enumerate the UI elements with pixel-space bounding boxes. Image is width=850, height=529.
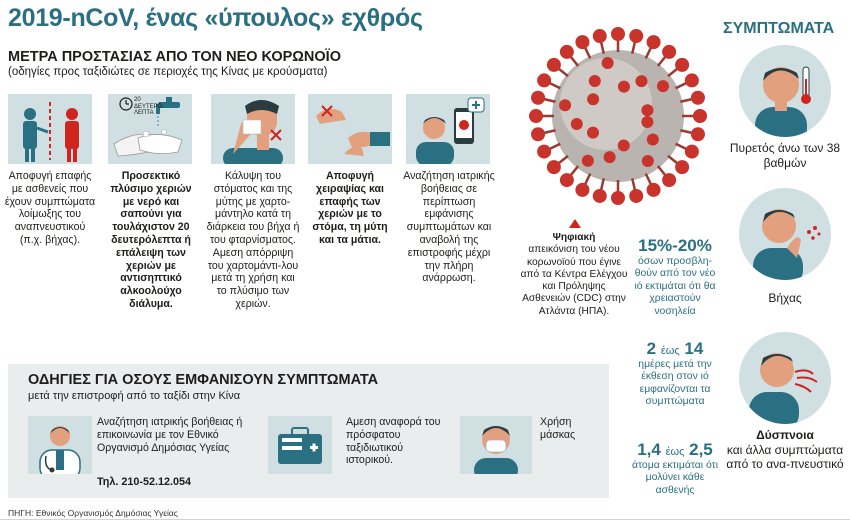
virus-spike [611, 191, 625, 205]
timer-label: 20 ΔΕΥΤΕΡΟ- ΛΕΠΤΑ [134, 97, 165, 116]
virus-spike [537, 145, 551, 159]
virus-surface-spike [647, 133, 659, 145]
virus-surface-spike [641, 104, 653, 116]
virus-spike [662, 45, 676, 59]
stat-incubation-from: 2 [646, 339, 657, 358]
virus-surface-spike [641, 116, 653, 128]
virus-spike [691, 127, 705, 141]
virus-spike [560, 173, 574, 187]
virus-surface-spike [602, 57, 614, 69]
virus-spike [529, 109, 543, 123]
stat-incubation-text: ημέρες μετά την έκθεση στον ιό εμφανίζονται τα συμπτώματα [638, 359, 712, 408]
page-title: 2019-nCoV, ένας «ύπουλος» εχθρός [8, 4, 423, 32]
virus-spike [629, 189, 643, 203]
virus-surface-spike [657, 80, 669, 92]
instructions-title: ΟΔΗΓΙΕΣ ΓΙΑ ΟΣΟΥΣ ΕΜΦΑΝΙΣΟΥΝ ΣΥΜΠΤΩΜΑΤΑ [28, 372, 379, 388]
virus-spike [662, 173, 676, 187]
instruction-phone: Τηλ. 210-52.12.054 [97, 476, 192, 488]
section-title: ΜΕΤΡΑ ΠΡΟΣΤΑΣΙΑΣ ΑΠΟ ΤΟΝ ΝΕΟ ΚΟΡΩΝΟΪΟ [8, 49, 341, 65]
instructions-subtitle: μετά την επιστροφή από το ταξίδι στην Κίνα [28, 390, 241, 402]
virus-surface-spike [589, 75, 601, 87]
virus-spike [611, 27, 625, 41]
dyspnea-icon [739, 332, 831, 424]
virus-spike [593, 29, 607, 43]
virus-spike [693, 109, 707, 123]
medical-kit-icon [268, 416, 332, 474]
virus-surface-spike [618, 139, 630, 151]
measure-hand-washing-text: Προσεκτικό πλύσιμο χεριών με νερό και σαπούνι για τουλάχιστον 20 δευτερόλεπτα ή επάλειψη των χεριών με αντισηπτικό αλκοολούχο διάλυμα. [110, 170, 192, 310]
section-subtitle: (οδηγίες προς ταξιδιώτες σε περιοχές της Κίνας με κρούσματα) [8, 66, 328, 78]
symptom-dyspnea-detail: και άλλα συμπτώματα από το ανα-πνευστικό [726, 442, 844, 471]
caption-marker-icon [569, 219, 581, 228]
fever-thermometer-icon [739, 45, 831, 137]
symptom-cough-label: Βήχας [768, 291, 802, 305]
symptoms-title: ΣΥΜΠΤΩΜΑΤΑ [723, 20, 835, 37]
virus-spike [675, 58, 689, 72]
virus-spike [647, 183, 661, 197]
stat-transmission-from: 1,4 [637, 440, 661, 459]
stat-hospitalization [630, 236, 720, 318]
coronavirus-illustration [518, 16, 718, 216]
virus-surface-spike [571, 118, 583, 130]
stat-transmission-value [630, 440, 720, 460]
stat-hospitalization-text: όσων προσβλη-θούν από τον νέο ιό εκτιμάται ότι θα χρειαστούν νοσηλεία [634, 256, 716, 317]
instruction-doctor-text: Αναζήτηση ιατρικής βοήθειας ή επικοινωνία με τον Εθνικό Οργανισμό Δημόσιας Υγείας [97, 416, 243, 454]
virus-spike [531, 127, 545, 141]
virus-surface-spike [635, 75, 647, 87]
stat-incubation-value [630, 339, 720, 359]
virus-caption-text: απεικόνιση του νέου κορωνοϊού που έγινε από τα Κέντρα Ελέγχου και Πρόληψης Ασθενειών (CDC) στην Ατλάντα (ΗΠΑ). [520, 244, 628, 317]
cough-icon [739, 188, 831, 280]
virus-spike [547, 160, 561, 174]
virus-spike [560, 45, 574, 59]
virus-spike [629, 29, 643, 43]
virus-surface-spike [587, 127, 599, 139]
stat-transmission-joiner: έως [665, 446, 685, 458]
virus-spike [531, 91, 545, 105]
virus-surface-spike [642, 155, 654, 167]
face-mask-icon [460, 416, 532, 474]
symptom-dyspnea [724, 428, 846, 472]
stat-incubation [630, 339, 720, 409]
instruction-travel-history-text: Αμεση αναφορά του πρόσφατου ταξιδιωτικού ιστορικού. [346, 416, 441, 467]
measure-seek-medical-help-text: Αναζήτηση ιατρικής βοήθειας σε περίπτωση εμφάνισης συμπτωμάτων και αναβολή της επιστροφής μέχρι την πλήρη ανάρρωση. [403, 170, 495, 285]
virus-caption [518, 232, 630, 318]
avoid-contact-icon [8, 94, 92, 164]
measure-avoid-contact-text: Αποφυγή επαφής με ασθενείς που έχουν συμπτώματα λοίμωξης του αναπνευστικού (π.χ. βήχας). [4, 170, 96, 246]
hand-washing-icon [108, 94, 192, 164]
virus-surface-spike [582, 155, 594, 167]
stat-transmission-text: άτομα εκτιμάται ότι μολύνει κάθε ασθενής [631, 460, 719, 496]
virus-spike [685, 73, 699, 87]
virus-spike [593, 189, 607, 203]
instruction-mask-text: Χρήση μάσκας [540, 416, 576, 441]
virus-spike [685, 145, 699, 159]
virus-surface-spike [618, 81, 630, 93]
virus-spike [691, 91, 705, 105]
cover-cough-icon [211, 94, 295, 164]
virus-caption-bold: Ψηφιακή [552, 232, 596, 243]
doctor-icon [28, 416, 92, 474]
virus-surface-spike [559, 99, 571, 111]
stat-incubation-to: 14 [684, 339, 704, 358]
virus-highlight [560, 58, 652, 150]
seek-medical-help-icon [406, 94, 490, 164]
virus-spike [547, 58, 561, 72]
measure-cover-cough-text: Κάλυψη του στόματος και της μύτης με χαρτο-μάντηλο κατά τη διάρκεια του βήχα ή του φταρνίσματος. Αμεση απόρριψη του χαρτομάντι-λου μετά τη χρήση και το πλύσιμο των χεριών. [206, 170, 300, 310]
symptom-fever-label: Πυρετός άνω των 38 βαθμών [729, 141, 841, 170]
bottom-divider [0, 519, 850, 520]
source-note: ΠΗΓΗ: Εθνικός Οργανισμός Δημόσιας Υγείας [8, 508, 178, 518]
virus-spike [575, 183, 589, 197]
virus-spike [575, 35, 589, 49]
stat-transmission-to: 2,5 [689, 440, 713, 459]
virus-spike [537, 73, 551, 87]
virus-spike [647, 35, 661, 49]
virus-spike [675, 160, 689, 174]
stat-hospitalization-value: 15%-20% [638, 236, 712, 255]
virus-surface-spike [604, 151, 616, 163]
virus-surface-spike [587, 93, 599, 105]
no-handshake-icon [308, 94, 392, 164]
stat-transmission [630, 440, 720, 497]
stat-incubation-joiner: έως [660, 345, 680, 357]
symptom-dyspnea-label: Δύσπνοια [756, 428, 814, 442]
measure-no-handshake-text: Αποφυγή χειραψίας και επαφής των χεριών με το στόμα, τη μύτη και τα μάτια. [312, 170, 388, 246]
